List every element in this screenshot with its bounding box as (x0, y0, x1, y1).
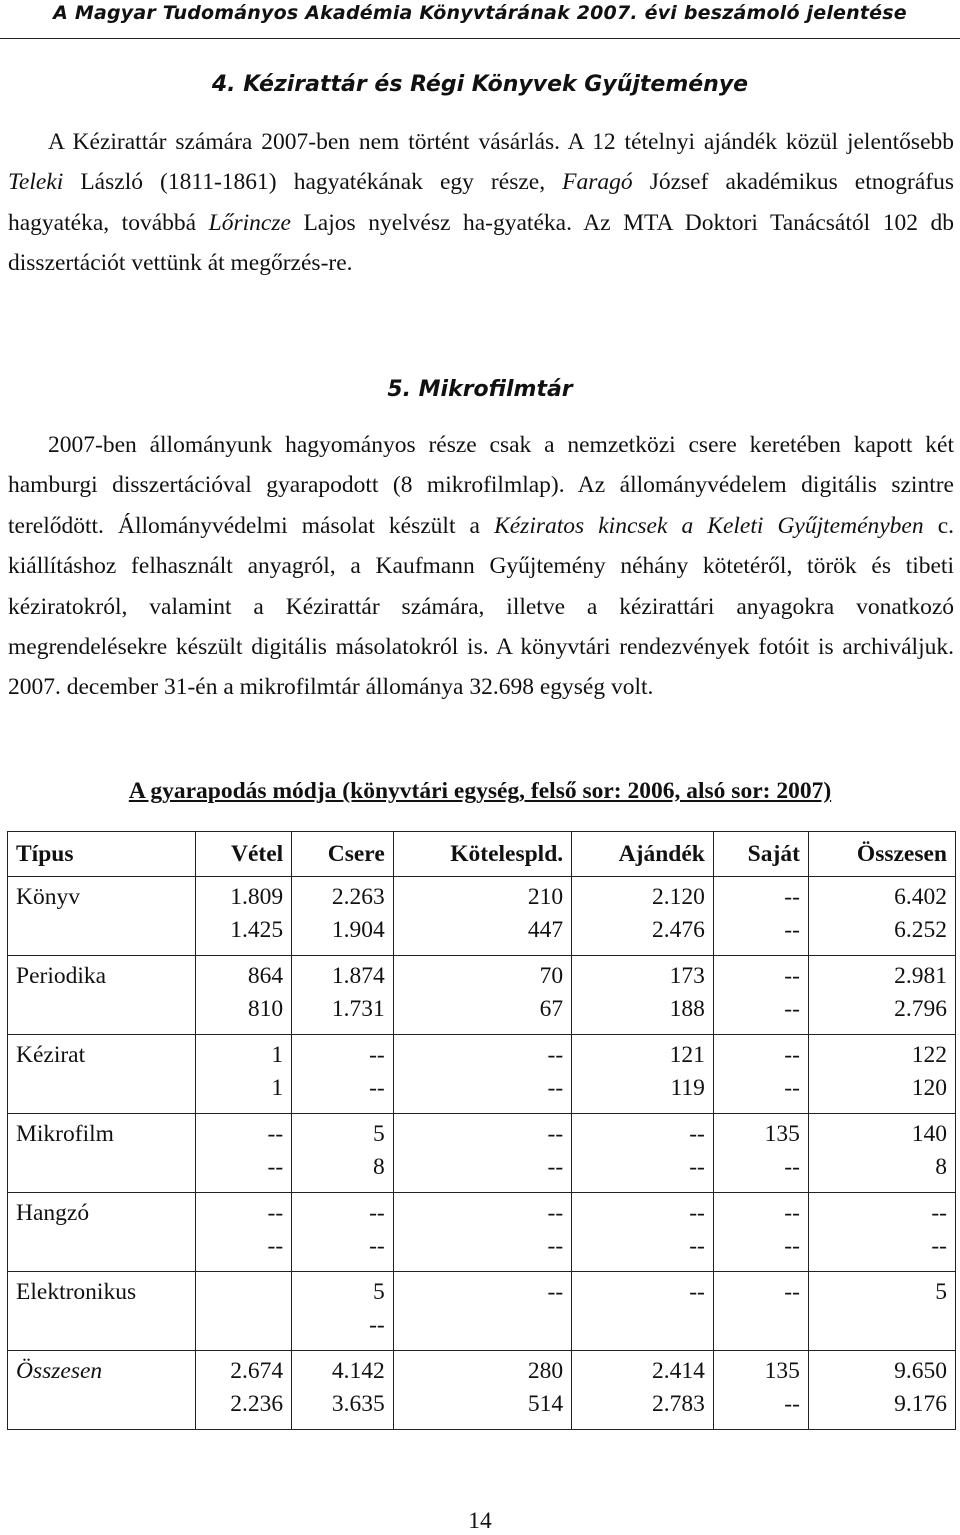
text-run: László (1811-1861) hagyatékának egy része, (63, 169, 563, 196)
value-2006: 135 (764, 1121, 800, 1147)
table-cell (196, 1035, 292, 1114)
table-cell (292, 1272, 394, 1351)
table-cell (393, 1193, 571, 1272)
table-cell (393, 1114, 571, 1193)
value-2007: 447 (527, 917, 564, 943)
value-2006: 9.650 (894, 1358, 947, 1384)
table-cell (393, 956, 571, 1035)
value-2006: 5 (935, 1279, 947, 1305)
value-2006: -- (689, 1279, 705, 1305)
value-2006: -- (267, 1121, 284, 1147)
value-2007 (204, 1309, 283, 1342)
value-2006 (204, 1276, 283, 1309)
table-cell (292, 1114, 394, 1193)
table-cell (808, 1114, 955, 1193)
value-2007: 9.176 (894, 1391, 947, 1417)
value-2006: -- (689, 1121, 705, 1147)
table-title: A gyarapodás módja (könyvtári egység, felső sor: 2006, alsó sor: 2007) (128, 778, 832, 804)
value-2006: -- (784, 1279, 800, 1305)
value-2006: -- (689, 1200, 705, 1226)
value-2007: -- (369, 1312, 385, 1338)
table-row (8, 877, 956, 956)
value-2006: 1.809 (230, 884, 284, 910)
row-label: Összesen (8, 1351, 196, 1430)
value-2006: 70 (539, 963, 564, 989)
table-cell (292, 1351, 394, 1430)
value-2007: 188 (669, 996, 705, 1022)
row-label: Elektronikus (8, 1272, 196, 1351)
value-2007: -- (784, 1075, 800, 1101)
table-cell (572, 1351, 714, 1430)
value-2006: 5 (373, 1121, 385, 1147)
value-2006: 864 (247, 963, 284, 989)
table-cell (713, 1035, 808, 1114)
value-2006: 210 (527, 884, 564, 910)
header-rule (0, 38, 960, 39)
value-2007: 8 (935, 1154, 947, 1180)
column-header: Csere (292, 832, 394, 877)
value-2006: -- (267, 1200, 284, 1226)
value-2007: -- (689, 1233, 705, 1259)
table-body (8, 877, 956, 1430)
table-cell (393, 1351, 571, 1430)
table-row (8, 1272, 956, 1351)
value-2007: 2.476 (651, 917, 705, 943)
table-cell (572, 1114, 714, 1193)
table-cell (393, 1035, 571, 1114)
name-lorincze: Lőrincze (208, 209, 291, 236)
exhibition-title: Kéziratos kincsek a Keleti Gyűjteményben (494, 512, 924, 539)
value-2006: 173 (669, 963, 705, 989)
value-2006: 2.674 (230, 1358, 284, 1384)
table-cell (713, 1272, 808, 1351)
value-2007: 67 (539, 996, 564, 1022)
acquisition-table (7, 831, 956, 1430)
table-row (8, 1193, 956, 1272)
table-cell (713, 1193, 808, 1272)
value-2006: -- (547, 1121, 564, 1147)
value-2007: 1.904 (331, 917, 385, 943)
value-2007: 2.236 (230, 1391, 284, 1417)
table-cell (292, 877, 394, 956)
value-2007: 1 (271, 1075, 284, 1101)
table-cell (713, 956, 808, 1035)
value-2007: -- (547, 1233, 564, 1259)
value-2006: 2.120 (651, 884, 705, 910)
value-2007: -- (369, 1233, 385, 1259)
value-2006: -- (369, 1200, 385, 1226)
table-row (8, 1351, 956, 1430)
value-2007: 120 (911, 1075, 947, 1101)
value-2006: -- (547, 1279, 564, 1305)
table-cell (713, 877, 808, 956)
value-2007 (722, 1309, 800, 1342)
section-title-microfilm: 5. Mikrofilmtár (387, 377, 573, 402)
section-title-manuscripts: 4. Kézirattár és Régi Könyvek Gyűjteménye (211, 72, 749, 97)
value-2006: -- (547, 1042, 564, 1068)
value-2006: 135 (764, 1358, 800, 1384)
column-header: Vétel (196, 832, 292, 877)
text-run: c. kiállításhoz felhasznált anyagról, a Kaufmann Gyűjtemény néhány kötetéről, török és tibeti kéziratokról, valamint a Kézirattár számára, illetve a kézirattári anyagokra vonatkozó megrendelésekre készült digitális másolatokról is. A könyvtári rendezvények fotóit is archiváljuk. 2007. december 31-én a mikrofilmtár állománya 32.698 egység volt. (8, 512, 955, 701)
table-cell (572, 956, 714, 1035)
value-2007 (817, 1309, 947, 1342)
table-cell (196, 877, 292, 956)
table-row (8, 1035, 956, 1114)
page-number: 14 (468, 1508, 492, 1534)
value-2006: 5 (373, 1279, 385, 1305)
row-label: Hangzó (8, 1193, 196, 1272)
table-cell (808, 1035, 955, 1114)
value-2007: 1.731 (331, 996, 385, 1022)
table-cell (196, 1272, 292, 1351)
table-cell (713, 1114, 808, 1193)
table-cell (808, 956, 955, 1035)
row-label: Kézirat (8, 1035, 196, 1114)
table-cell (196, 956, 292, 1035)
value-2007 (402, 1309, 563, 1342)
table-cell (292, 1193, 394, 1272)
value-2007: -- (547, 1154, 564, 1180)
value-2007: -- (784, 1154, 800, 1180)
paragraph-microfilm (8, 425, 954, 708)
value-2006: -- (931, 1200, 947, 1226)
value-2006: 6.402 (894, 884, 947, 910)
table-cell (713, 1351, 808, 1430)
table-cell (808, 1193, 955, 1272)
column-header: Kötelespld. (393, 832, 571, 877)
table-row (8, 1114, 956, 1193)
value-2007: 514 (527, 1391, 564, 1417)
value-2006: 2.263 (331, 884, 385, 910)
row-label: Periodika (8, 956, 196, 1035)
table-cell (572, 877, 714, 956)
table-cell (572, 1272, 714, 1351)
table-cell (292, 1035, 394, 1114)
value-2006: 1.874 (331, 963, 385, 989)
value-2006: 1 (271, 1042, 284, 1068)
name-farago: Faragó (562, 169, 633, 196)
value-2006: 122 (911, 1042, 947, 1068)
value-2007: -- (267, 1233, 284, 1259)
value-2007: 2.783 (651, 1391, 705, 1417)
column-header: Összesen (808, 832, 955, 877)
table-cell (196, 1351, 292, 1430)
value-2007: 1.425 (230, 917, 284, 943)
value-2007: -- (784, 917, 800, 943)
text-run: Lajos nyelvész ha-gyatéka. Az MTA Doktori Tanácsától 102 db disszertációt vettünk át megőrzés-re. (8, 209, 955, 277)
value-2007: -- (267, 1154, 284, 1180)
value-2006: -- (784, 1200, 800, 1226)
value-2007: -- (784, 1233, 800, 1259)
value-2007: -- (931, 1233, 947, 1259)
table-cell (572, 1035, 714, 1114)
column-header: Típus (8, 832, 196, 877)
table-cell (808, 1351, 955, 1430)
table-cell (196, 1114, 292, 1193)
value-2006: 280 (527, 1358, 564, 1384)
value-2006: -- (784, 1042, 800, 1068)
value-2007: 3.635 (331, 1391, 385, 1417)
paragraph-manuscripts (8, 122, 954, 284)
column-header: Ajándék (572, 832, 714, 877)
value-2007: 6.252 (894, 917, 947, 943)
value-2007 (580, 1309, 705, 1342)
table-cell (196, 1193, 292, 1272)
running-header: A Magyar Tudományos Akadémia Könyvtárának 2007. évi beszámoló jelentése (53, 2, 907, 24)
value-2007: -- (547, 1075, 564, 1101)
value-2006: 121 (669, 1042, 705, 1068)
value-2006: 140 (911, 1121, 947, 1147)
text-run: A Kézirattár számára 2007-ben nem történt vásárlás. A 12 tételnyi ajándék közül jelentősebb (48, 129, 954, 155)
table-cell (292, 956, 394, 1035)
value-2007: -- (369, 1075, 385, 1101)
name-teleki: Teleki (8, 169, 64, 196)
value-2006: 2.414 (651, 1358, 705, 1384)
value-2006: -- (547, 1200, 564, 1226)
value-2007: -- (689, 1154, 705, 1180)
row-label: Mikrofilm (8, 1114, 196, 1193)
table-cell (393, 1272, 571, 1351)
row-label: Könyv (8, 877, 196, 956)
value-2007: 8 (373, 1154, 385, 1180)
column-header: Saját (713, 832, 808, 877)
value-2007: 2.796 (894, 996, 947, 1022)
table-cell (572, 1193, 714, 1272)
text-run: József akadémikus etnográfus hagyatéka, továbbá (8, 169, 954, 236)
value-2006: 2.981 (894, 963, 947, 989)
value-2006: -- (784, 963, 800, 989)
table-cell (808, 877, 955, 956)
table-cell (393, 877, 571, 956)
value-2007: -- (784, 1391, 800, 1417)
value-2006: 4.142 (331, 1358, 385, 1384)
value-2006: -- (369, 1042, 385, 1068)
text-run: 2007-ben állományunk hagyományos része csak a nemzetközi csere keretében kapott két hamburgi disszertációval gyarapodott (8 mikrofilmlap). Az állományvédelem digitális szintre terelődött. Állományvédelmi másolat készült a (8, 432, 954, 539)
table-row (8, 956, 956, 1035)
value-2007: 119 (670, 1075, 705, 1101)
value-2007: 810 (247, 996, 284, 1022)
table-cell (808, 1272, 955, 1351)
value-2006: -- (784, 884, 800, 910)
value-2007: -- (784, 996, 800, 1022)
table-header-row (8, 832, 956, 877)
